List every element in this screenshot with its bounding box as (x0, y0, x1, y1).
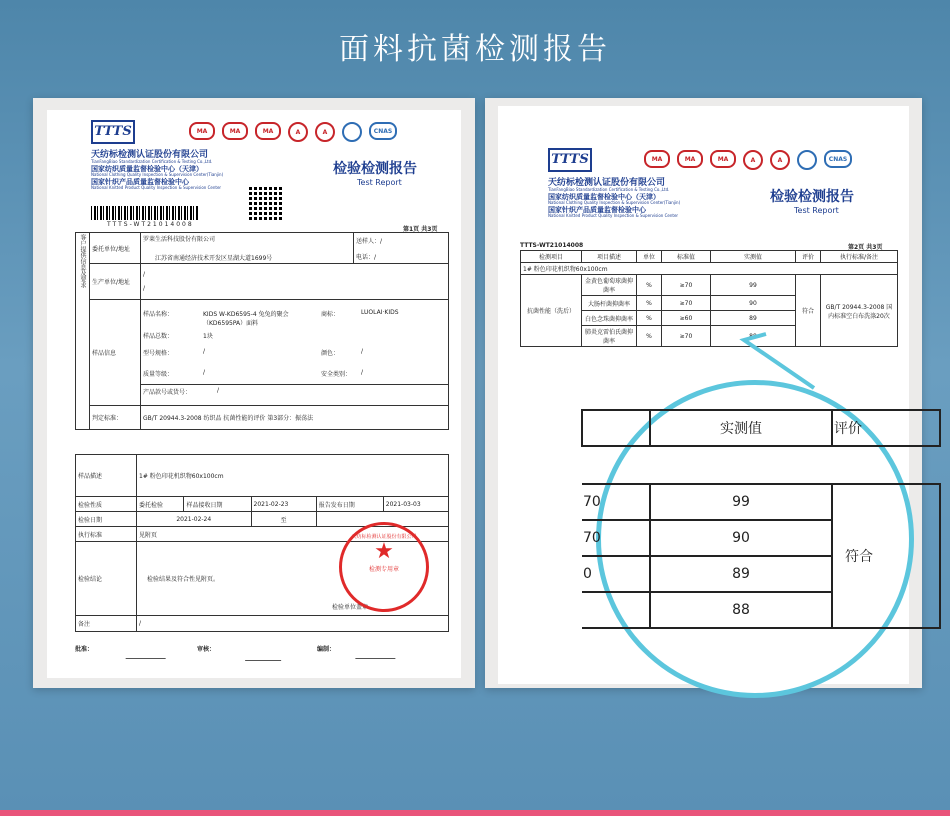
official-stamp-icon (339, 522, 429, 612)
qty-label: 样品总数： (143, 333, 174, 340)
brand-label: 商标： (321, 311, 340, 318)
nature-label: 检验性质 (76, 497, 137, 512)
mag-header-eval: 评价 (832, 410, 940, 446)
test-date-value: 2021-02-24 (137, 512, 252, 527)
ttts-logo: TTTS (91, 120, 135, 144)
row-unit: % (637, 275, 662, 296)
approve-label: 批准： (75, 646, 94, 653)
review-label: 审核： (197, 646, 216, 653)
col-header-unit: 单位 (637, 251, 662, 263)
page-number: 第2页 共3页 (848, 244, 883, 251)
globe-mark-icon (342, 122, 362, 142)
org-name (91, 150, 291, 190)
stamp-text: 天纺标检测认证股份有限公司 (351, 534, 417, 540)
mag-value: 99 (650, 484, 832, 520)
sample-name-label: 样品名称： (143, 311, 174, 318)
row-unit: % (637, 311, 662, 326)
magnifier-callout (583, 380, 914, 698)
conclusion-label: 检验结论 (76, 542, 137, 616)
judge-value: GB/T 20944.3-2008 纺织品 抗菌性能的评价 第3部分：振荡法 (141, 406, 449, 430)
safety-label: 安全类别： (321, 371, 352, 378)
item-value: / (217, 387, 220, 394)
report-title-en: Test Report (357, 178, 402, 187)
qty-value: 1块 (203, 333, 213, 340)
org-name-cn: 天纺标检测认证股份有限公司 (548, 178, 666, 188)
row-value: 90 (711, 296, 796, 311)
test-date-label: 检验日期 (76, 512, 137, 527)
recv-value: 2021-02-23 (251, 497, 316, 512)
cma-mark-icon: MA (222, 122, 248, 140)
cma-mark-icon: MA (644, 150, 670, 168)
bottom-accent-strip (0, 810, 950, 816)
maker-value-2: / (143, 285, 146, 292)
org-name-en: TianFangBiao Standardization Certification & Testing Co.,Ltd. (548, 187, 670, 193)
report-title-cn: 检验检测报告 (770, 189, 854, 205)
mag-value: 90 (650, 520, 832, 556)
maker-cell (141, 264, 449, 300)
page-title: 面料抗菌检测报告 (339, 32, 611, 67)
report-title-cn: 检验检测报告 (333, 161, 417, 177)
cma-mark-icon: MA (677, 150, 703, 168)
std-label: 执行标准 (76, 527, 137, 542)
mag-header-value: 实测值 (650, 410, 832, 446)
cal-mark-icon: A (288, 122, 308, 142)
sample-name-value: KIDS W-KD6595-4 兔兔的聚会（KD6595PA）面料 (203, 311, 289, 327)
col-header-std: 标准值 (662, 251, 711, 263)
model-label: 型号规格： (143, 350, 174, 357)
row-desc: 大肠杆菌抑菌率 (582, 296, 637, 311)
qr-code-icon (249, 186, 283, 220)
mag-std: 0 (582, 556, 650, 592)
sample-row: 1# 粉色印花机织物60x100cm (521, 263, 898, 275)
report-card-page1 (33, 98, 475, 688)
row-value: 99 (711, 275, 796, 296)
sample-desc-label: 样品描述 (76, 455, 137, 497)
org-name-en: TianFangBiao Standardization Certification & Testing Co.,Ltd. (91, 159, 213, 165)
mag-eval: 符合 (832, 484, 940, 628)
cnas-mark-icon: CNAS (824, 150, 852, 168)
mag-value: 89 (650, 556, 832, 592)
seal-label: 检验单位盖章 (331, 604, 368, 611)
row-unit: % (637, 296, 662, 311)
safety-value: / (361, 369, 364, 376)
center-1-cn: 国家纺织质量监督检验中心（天津） (91, 164, 203, 173)
client-cell (141, 233, 354, 264)
report-title-en: Test Report (794, 206, 839, 215)
col-header-eval: 评价 (796, 251, 821, 263)
mag-std-col-header (582, 410, 650, 446)
brand-value: LUOLAI·KIDS (361, 309, 399, 316)
maker-label: 生产单位/地址 (90, 264, 141, 300)
conclusion-value: 检验结果及符合性见附页。 (147, 576, 220, 583)
mag-value: 88 (650, 592, 832, 628)
row-desc: 肺炎克雷伯氏菌抑菌率 (582, 326, 637, 347)
center-2-cn: 国家针织产品质量监督检验中心 (548, 205, 646, 214)
certification-marks (644, 150, 852, 170)
client-label: 委托单位/地址 (90, 233, 141, 264)
eval-cell: 符合 (796, 275, 821, 347)
maker-value: / (143, 271, 146, 278)
row-std: ≥70 (662, 275, 711, 296)
recv-label: 样品接收日期 (184, 497, 251, 512)
report-sheet-page1 (47, 110, 461, 678)
row-value: 88 (711, 326, 796, 347)
globe-mark-icon (797, 150, 817, 170)
barcode-number: TTTS-WT21014008 (107, 221, 194, 228)
cma-mark-icon: MA (255, 122, 281, 140)
sender-label: 送样人： (356, 237, 381, 245)
center-1-cn: 国家纺织质量监督检验中心（天津） (548, 192, 660, 201)
client-address: 江苏省南通经济技术开发区星湖大道1699号 (155, 255, 273, 262)
row-std: ≥70 (662, 326, 711, 347)
side-label-cell: 客户提供信息及要求 (76, 233, 90, 430)
center-2-en: National Knitted Product Quality Inspection & Supervision Center (91, 184, 222, 190)
judge-label: 判定标准： (90, 406, 141, 430)
remark-value: / (137, 616, 449, 632)
mag-std-empty (582, 592, 650, 628)
grade-value: / (203, 369, 206, 376)
review-signature (245, 646, 285, 661)
col-header-desc: 项目描述 (582, 251, 637, 263)
report-number: TTTS-WT21014008 (520, 242, 584, 249)
org-name-cn: 天纺标检测认证股份有限公司 (91, 150, 209, 160)
contact-cell (354, 233, 449, 264)
sender-value: / (380, 237, 383, 245)
barcode-icon (91, 206, 199, 220)
org-name (548, 178, 748, 218)
approve-signature (126, 648, 169, 659)
note-cell: GB/T 20944.3-2008 国内标准空白布洗涤20次 (821, 275, 898, 347)
phone-value: / (374, 253, 377, 261)
row-desc: 白色念珠菌抑菌率 (582, 311, 637, 326)
results-table (520, 250, 898, 347)
mag-std: 70 (582, 484, 650, 520)
nature-value: 委托检验 (137, 497, 184, 512)
mag-sample-row (582, 446, 940, 484)
remark-label: 备注 (76, 616, 137, 632)
phone-label: 电话： (356, 253, 375, 261)
report-date-label: 报告发布日期 (316, 497, 383, 512)
col-header-value: 实测值 (711, 251, 796, 263)
color-value: / (361, 348, 364, 355)
center-2-en: National Knitted Product Quality Inspection & Supervision Center (548, 212, 679, 218)
report-info-table (75, 232, 449, 430)
center-2-cn: 国家针织产品质量监督检验中心 (91, 177, 189, 186)
client-name: 罗莱生活科技股份有限公司 (143, 236, 216, 243)
group-label: 抗菌性能（洗后） (521, 275, 582, 347)
magnified-table (581, 409, 941, 629)
ttts-logo: TTTS (548, 148, 592, 172)
cal-mark-icon: A (743, 150, 763, 170)
certification-marks (189, 122, 397, 142)
std-value: 见附页 (137, 527, 449, 542)
center-1-en: National Clothing Quality Inspection & Supervision Center(Tianjin) (91, 171, 224, 177)
stamp-subtext: 检测专用章 (368, 566, 399, 573)
cal-mark-icon: A (770, 150, 790, 170)
col-header-note: 执行标准/备注 (821, 251, 898, 263)
cnas-mark-icon: CNAS (369, 122, 397, 140)
row-unit: % (637, 326, 662, 347)
edit-signature (355, 646, 398, 659)
sample-info-label: 样品信息 (90, 300, 141, 406)
grade-label: 质量等级： (143, 371, 174, 378)
cma-mark-icon: MA (710, 150, 736, 168)
row-value: 89 (711, 311, 796, 326)
to-label: 至 (251, 512, 316, 527)
stamp-star-icon: ★ (374, 539, 394, 564)
row-desc: 金黄色葡萄球菌抑菌率 (582, 275, 637, 296)
row-std: ≥70 (662, 296, 711, 311)
edit-label: 编制： (317, 646, 336, 653)
page-number: 第1页 共3页 (403, 226, 438, 233)
mag-std: 70 (582, 520, 650, 556)
item-label: 产品款号或货号： (143, 389, 192, 396)
center-1-en: National Clothing Quality Inspection & Supervision Center(Tianjin) (548, 199, 681, 205)
sample-info-cell (141, 300, 449, 406)
model-value: / (203, 348, 206, 355)
cma-mark-icon: MA (189, 122, 215, 140)
sample-desc-value: 1# 粉色印花机织物60x100cm (137, 455, 449, 497)
row-std: ≥60 (662, 311, 711, 326)
cal-mark-icon: A (315, 122, 335, 142)
report-date-value: 2021-03-03 (383, 497, 448, 512)
col-header-item: 检测项目 (521, 251, 582, 263)
color-label: 颜色： (321, 350, 340, 357)
